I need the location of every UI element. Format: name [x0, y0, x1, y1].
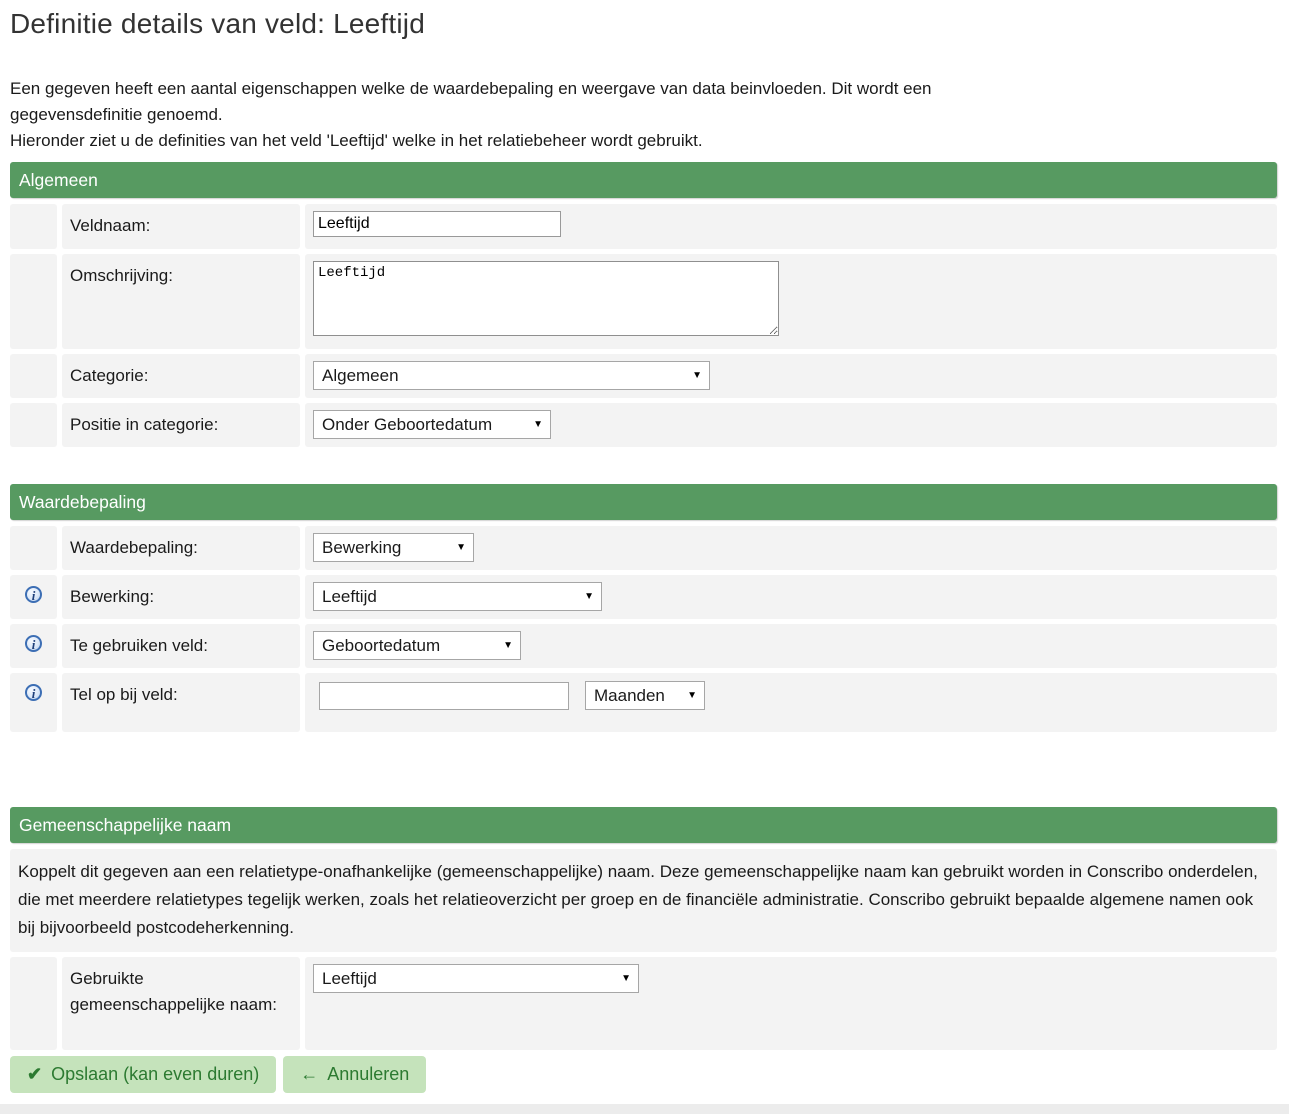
row-te-gebruiken-veld	[10, 624, 1277, 668]
gebruikte-naam-select-value: Leeftijd	[322, 968, 377, 988]
button-row	[10, 1056, 1277, 1093]
positie-field-cell	[305, 403, 1277, 447]
tel-op-label: Tel op bij veld:	[62, 673, 300, 732]
section-header-algemeen: Algemeen	[10, 162, 1277, 198]
waardebepaling-select-value: Bewerking	[322, 537, 402, 557]
save-button-label: Opslaan (kan even duren)	[51, 1064, 260, 1084]
cancel-button[interactable]	[283, 1056, 426, 1093]
eenheid-select-value: Maanden	[594, 685, 665, 705]
icon-cell-empty	[10, 403, 57, 447]
row-positie-in-categorie	[10, 403, 1277, 447]
gemeenschappelijke-naam-description: Koppelt dit gegeven aan een relatietype-onafhankelijke (gemeenschappelijke) naam. Deze gemeenschappelijke naam kan gebruikt worden in Conscribo onderdelen, die met meerdere relatietypes tegelijk werken, zoals het relatieoverzicht per groep en de financiële administratie. Conscribo gebruikt bepaalde algemene namen ook bij bijvoorbeeld postcodeherkenning.	[10, 849, 1277, 952]
check-icon: ✔	[27, 1064, 43, 1084]
intro-line-1: Een gegeven heeft een aantal eigenschappen welke de waardebepaling en weergave van data beinvloeden. Dit wordt een	[10, 79, 932, 98]
row-gebruikte-gemeenschappelijke-naam	[10, 957, 1277, 1050]
intro-text	[10, 76, 1277, 154]
dropdown-arrow-icon: ▼	[621, 973, 631, 984]
icon-cell-bewerking	[10, 575, 57, 619]
gebruikte-naam-select[interactable]	[313, 964, 639, 993]
icon-cell-empty	[10, 957, 57, 1050]
dropdown-arrow-icon: ▼	[533, 419, 543, 430]
arrow-left-icon: ←	[300, 1064, 319, 1084]
info-icon[interactable]: i	[25, 586, 42, 603]
intro-line-3: Hieronder ziet u de definities van het veld 'Leeftijd' welke in het relatiebeheer wordt gebruikt.	[10, 131, 703, 150]
categorie-field-cell	[305, 354, 1277, 398]
positie-select-value: Onder Geboortedatum	[322, 414, 493, 434]
dropdown-arrow-icon: ▼	[692, 370, 702, 381]
info-icon[interactable]: i	[25, 684, 42, 701]
row-veldnaam	[10, 204, 1277, 249]
icon-cell-tel-op	[10, 673, 57, 732]
icon-cell-empty	[10, 204, 57, 249]
row-waardebepaling	[10, 526, 1277, 570]
veldnaam-label: Veldnaam:	[62, 204, 300, 249]
bewerking-select-value: Leeftijd	[322, 586, 377, 606]
tel-op-input[interactable]	[319, 682, 569, 710]
tel-op-controls	[313, 673, 1269, 710]
omschrijving-textarea[interactable]	[313, 261, 779, 336]
omschrijving-label: Omschrijving:	[62, 254, 300, 349]
veldnaam-input[interactable]	[313, 211, 561, 237]
tel-op-field-cell	[305, 673, 1277, 732]
save-button[interactable]	[10, 1056, 276, 1093]
waardebepaling-label: Waardebepaling:	[62, 526, 300, 570]
icon-cell-empty	[10, 354, 57, 398]
page-title: Definitie details van veld: Leeftijd	[10, 8, 425, 39]
categorie-select[interactable]	[313, 361, 710, 390]
row-tel-op-bij-veld	[10, 673, 1277, 732]
te-gebruiken-veld-select[interactable]	[313, 631, 521, 660]
categorie-label: Categorie:	[62, 354, 300, 398]
icon-cell-empty	[10, 526, 57, 570]
section-header-waardebepaling: Waardebepaling	[10, 484, 1277, 520]
waardebepaling-field-cell	[305, 526, 1277, 570]
eenheid-select[interactable]	[585, 681, 705, 710]
categorie-select-value: Algemeen	[322, 365, 399, 385]
bottom-divider	[0, 1104, 1289, 1114]
cancel-button-label: Annuleren	[327, 1064, 410, 1084]
icon-cell-empty	[10, 254, 57, 349]
row-bewerking	[10, 575, 1277, 619]
dropdown-arrow-icon: ▼	[687, 690, 697, 701]
gebruikte-naam-label: Gebruikte gemeenschappelijke naam:	[62, 957, 300, 1050]
row-omschrijving	[10, 254, 1277, 349]
omschrijving-field-cell	[305, 254, 1277, 349]
info-icon[interactable]: i	[25, 635, 42, 652]
icon-cell-te-gebruiken-veld	[10, 624, 57, 668]
te-gebruiken-veld-label: Te gebruiken veld:	[62, 624, 300, 668]
bewerking-field-cell	[305, 575, 1277, 619]
section-header-gemeenschappelijke-naam: Gemeenschappelijke naam	[10, 807, 1277, 843]
waardebepaling-select[interactable]	[313, 533, 474, 562]
dropdown-arrow-icon: ▼	[584, 591, 594, 602]
bewerking-label: Bewerking:	[62, 575, 300, 619]
row-categorie	[10, 354, 1277, 398]
intro-line-2: gegevensdefinitie genoemd.	[10, 105, 223, 124]
dropdown-arrow-icon: ▼	[456, 542, 466, 553]
dropdown-arrow-icon: ▼	[503, 640, 513, 651]
te-gebruiken-veld-select-value: Geboortedatum	[322, 635, 441, 655]
gebruikte-naam-field-cell	[305, 957, 1277, 1050]
te-gebruiken-veld-field-cell	[305, 624, 1277, 668]
positie-select[interactable]	[313, 410, 551, 439]
veldnaam-field-cell	[305, 204, 1277, 249]
bewerking-select[interactable]	[313, 582, 602, 611]
positie-label: Positie in categorie:	[62, 403, 300, 447]
